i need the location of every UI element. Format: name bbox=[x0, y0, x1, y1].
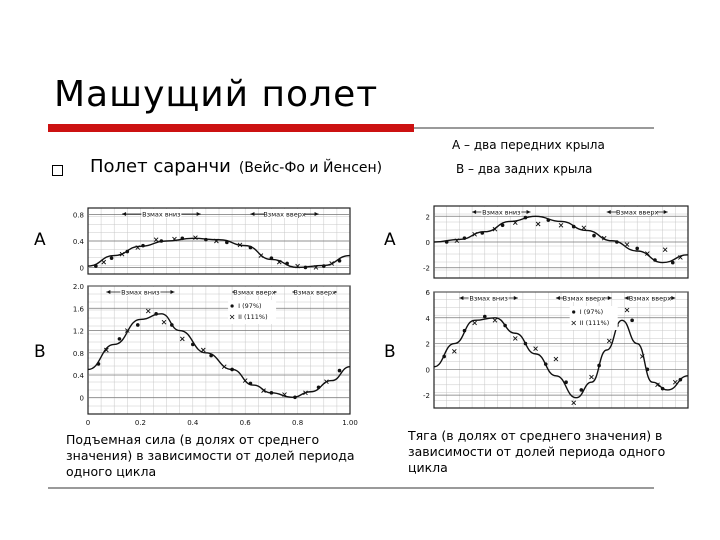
phase-label: Взмах вверх bbox=[628, 294, 672, 303]
data-point-dot bbox=[544, 362, 548, 366]
data-point-dot bbox=[209, 354, 213, 358]
phase-arrow-head bbox=[671, 296, 675, 300]
phase-arrow-head bbox=[472, 210, 476, 214]
legend-rear-wings: В – два задних крыла bbox=[456, 162, 593, 176]
phase-label: Взмах вниз bbox=[482, 208, 521, 217]
data-point-cross bbox=[493, 318, 497, 322]
data-point-dot bbox=[249, 382, 253, 386]
data-point-dot bbox=[463, 329, 467, 333]
phase-arrow-head bbox=[664, 210, 668, 214]
chart-thrust-a bbox=[412, 198, 692, 284]
data-point-cross bbox=[452, 349, 456, 353]
data-point-dot bbox=[230, 368, 234, 372]
data-point-dot bbox=[653, 258, 657, 262]
phase-label: Взмах вверх bbox=[562, 294, 606, 303]
data-point-dot bbox=[204, 238, 208, 242]
data-point-cross bbox=[554, 357, 558, 361]
data-point-dot bbox=[445, 240, 449, 244]
data-point-dot bbox=[580, 388, 584, 392]
slide-title: Машущий полет bbox=[54, 74, 379, 115]
data-point-dot bbox=[317, 385, 321, 389]
y-tick-label: 0.4 bbox=[72, 372, 84, 381]
data-point-cross bbox=[102, 260, 106, 264]
phase-label: Взмах вверх bbox=[293, 288, 336, 297]
caption-thrust: Тяга (в долях от среднего значения) в зависимости от долей периода одного цикла bbox=[408, 428, 666, 475]
side-label-a-left: А bbox=[34, 230, 46, 250]
data-point-dot bbox=[338, 369, 342, 373]
y-tick-label: 0 bbox=[425, 239, 430, 247]
data-point-dot bbox=[249, 246, 253, 250]
phase-arrow-head bbox=[197, 212, 201, 216]
y-tick-label: 0 bbox=[79, 394, 84, 403]
title-underline-bar bbox=[48, 124, 414, 132]
data-point-dot bbox=[118, 337, 122, 341]
phase-arrow-head bbox=[514, 296, 518, 300]
data-point-cross bbox=[146, 309, 150, 313]
data-point-dot bbox=[126, 250, 130, 254]
data-point-cross bbox=[536, 222, 540, 226]
phase-arrow-head bbox=[527, 210, 531, 214]
data-point-dot bbox=[160, 239, 164, 243]
data-point-dot bbox=[285, 262, 289, 266]
data-point-cross bbox=[180, 337, 184, 341]
y-tick-label: 0.4 bbox=[72, 238, 84, 246]
phase-label: Взмах вниз bbox=[121, 288, 160, 297]
title-rule bbox=[414, 127, 654, 129]
data-point-dot bbox=[141, 244, 145, 248]
phase-label: Взмах вверх bbox=[233, 288, 276, 297]
data-point-dot bbox=[661, 387, 665, 391]
x-tick-label: 0.2 bbox=[134, 419, 146, 427]
phase-arrow-head bbox=[556, 296, 560, 300]
bullet-square-icon bbox=[52, 165, 63, 176]
legend-label: II (111%) bbox=[579, 319, 610, 327]
legend-dot bbox=[572, 310, 575, 313]
legend-dot bbox=[231, 304, 234, 307]
data-point-dot bbox=[94, 264, 98, 268]
data-point-dot bbox=[181, 237, 185, 241]
data-point-dot bbox=[170, 323, 174, 327]
y-tick-label: -2 bbox=[423, 264, 430, 273]
data-point-dot bbox=[304, 266, 308, 270]
data-point-dot bbox=[503, 324, 507, 328]
legend-label: I (97%) bbox=[579, 308, 604, 316]
data-point-dot bbox=[225, 241, 229, 245]
y-tick-label: 4 bbox=[425, 314, 430, 323]
y-tick-label: 2 bbox=[425, 213, 430, 222]
data-point-cross bbox=[582, 226, 586, 230]
y-tick-label: 1.6 bbox=[72, 305, 84, 314]
phase-arrow-head bbox=[607, 210, 611, 214]
y-tick-label: 0.8 bbox=[72, 349, 84, 358]
y-tick-label: 0.8 bbox=[72, 211, 84, 220]
phase-label: Взмах вниз bbox=[469, 294, 508, 303]
data-point-dot bbox=[270, 391, 274, 395]
data-point-dot bbox=[97, 362, 101, 366]
data-point-dot bbox=[442, 355, 446, 359]
data-point-dot bbox=[136, 323, 140, 327]
side-label-a-right: А bbox=[384, 230, 396, 250]
data-point-dot bbox=[483, 315, 487, 319]
data-point-dot bbox=[501, 223, 505, 227]
data-point-dot bbox=[322, 264, 326, 268]
data-point-dot bbox=[293, 396, 297, 400]
x-tick-label: 0.8 bbox=[292, 419, 304, 427]
data-point-dot bbox=[110, 256, 114, 260]
phase-arrow-head bbox=[170, 290, 174, 294]
data-point-dot bbox=[635, 247, 639, 251]
data-point-cross bbox=[162, 320, 166, 324]
y-tick-label: 1.2 bbox=[72, 327, 84, 336]
caption-lift: Подъемная сила (в долях от среднего значения) в зависимости от долей периода одного цикла bbox=[66, 432, 355, 479]
phase-arrow-head bbox=[122, 212, 126, 216]
side-label-b-right: В bbox=[384, 342, 396, 362]
legend-label: I (97%) bbox=[238, 302, 262, 310]
y-tick-label: -2 bbox=[423, 392, 430, 401]
phase-arrow-head bbox=[459, 296, 463, 300]
side-label-b-left: В bbox=[34, 342, 46, 362]
chart-lift-b bbox=[62, 282, 358, 432]
y-tick-label: 0 bbox=[79, 264, 84, 273]
y-tick-label: 0 bbox=[425, 366, 430, 375]
subtitle-text: Полет саранчи bbox=[90, 156, 231, 177]
data-point-dot bbox=[480, 231, 484, 235]
y-tick-label: 2.0 bbox=[72, 283, 84, 291]
x-tick-label: 0 bbox=[85, 419, 91, 427]
phase-arrow-head bbox=[250, 212, 254, 216]
data-point-dot bbox=[338, 259, 342, 263]
data-point-dot bbox=[463, 236, 467, 240]
data-point-dot bbox=[671, 261, 675, 265]
data-point-dot bbox=[524, 342, 528, 346]
legend-label: II (111%) bbox=[238, 313, 268, 321]
data-point-dot bbox=[191, 343, 195, 347]
phase-label: Взмах вверх bbox=[263, 210, 306, 219]
chart-lift-a bbox=[62, 200, 352, 280]
data-point-dot bbox=[679, 378, 683, 382]
data-point-dot bbox=[270, 256, 274, 260]
data-point-dot bbox=[615, 240, 619, 244]
data-point-dot bbox=[547, 218, 551, 222]
chart-thrust-b bbox=[412, 288, 692, 414]
data-point-dot bbox=[592, 234, 596, 238]
phase-arrow-head bbox=[608, 296, 612, 300]
y-tick-label: 2 bbox=[425, 340, 430, 349]
data-point-cross bbox=[607, 339, 611, 343]
data-point-dot bbox=[154, 312, 158, 316]
data-point-cross bbox=[625, 308, 629, 312]
phase-label: Взмах вверх bbox=[616, 208, 659, 217]
data-point-dot bbox=[524, 216, 528, 220]
data-point-dot bbox=[646, 368, 650, 372]
phase-arrow-head bbox=[106, 290, 110, 294]
phase-label: Взмах вниз bbox=[142, 210, 181, 219]
data-point-cross bbox=[222, 365, 226, 369]
x-tick-label: 0.6 bbox=[239, 419, 251, 427]
x-tick-label: 1.00 bbox=[342, 419, 358, 427]
data-point-dot bbox=[597, 364, 601, 368]
x-tick-label: 0.4 bbox=[187, 419, 199, 427]
subtitle-note: (Вейс-Фо и Йенсен) bbox=[238, 160, 383, 176]
y-tick-label: 6 bbox=[425, 289, 430, 297]
legend-front-wings: А – два передних крыла bbox=[452, 138, 605, 152]
data-point-cross bbox=[663, 248, 667, 252]
data-point-dot bbox=[572, 225, 576, 229]
subtitle bbox=[90, 156, 382, 177]
bottom-rule bbox=[48, 487, 654, 489]
data-point-dot bbox=[564, 380, 568, 384]
data-point-dot bbox=[630, 319, 634, 323]
phase-arrow-head bbox=[315, 212, 319, 216]
